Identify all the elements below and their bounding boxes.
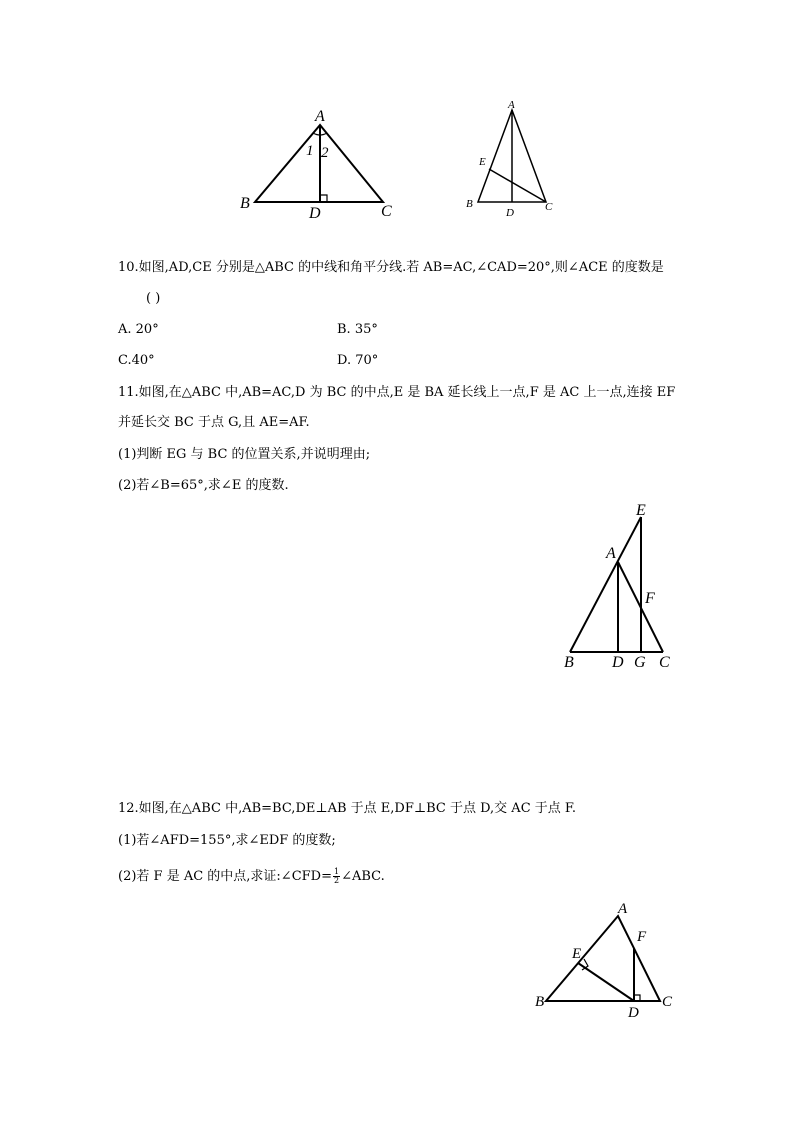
label-E: E — [636, 502, 646, 519]
q11-part2: (2)若∠B=65°,求∠E 的度数. — [118, 478, 289, 493]
q11-line1: 11.如图,在△ABC 中,AB=AC,D 为 BC 的中点,E 是 BA 延长线上一点,F 是 AC 上一点,连接 EF — [118, 385, 676, 400]
q10-option-b: B. 35° — [337, 322, 378, 337]
label-angle-1: 1 — [306, 143, 314, 159]
label-G: G — [634, 654, 646, 671]
fraction-numerator: 1 — [334, 867, 340, 876]
q12-part2-pre: (2)若 F 是 AC 的中点,求证:∠CFD= — [118, 869, 332, 884]
label-B: B — [564, 654, 574, 671]
q10-stem: 10.如图,AD,CE 分别是△ABC 的中线和角平分线.若 AB=AC,∠CAD=20°,则∠ACE 的度数是 — [118, 260, 664, 275]
q12-line1: 12.如图,在△ABC 中,AB=BC,DE⊥AB 于点 E,DF⊥BC 于点 D,交 AC 于点 F. — [118, 801, 577, 816]
q10-option-d: D. 70° — [337, 353, 379, 368]
q10-option-a: A. 20° — [118, 322, 159, 337]
label-A: A — [315, 108, 325, 125]
q11-part1: (1)判断 EG 与 BC 的位置关系,并说明理由; — [118, 447, 371, 462]
fraction-denominator: 2 — [334, 876, 340, 885]
q10-bracket: ( ) — [146, 291, 161, 306]
label-angle-2: 2 — [321, 145, 329, 161]
label-D: D — [309, 205, 321, 222]
label-C: C — [662, 994, 673, 1010]
label-D: D — [506, 207, 514, 219]
label-C: C — [659, 654, 670, 671]
label-D: D — [612, 654, 624, 671]
q11-line2: 并延长交 BC 于点 G,且 AE=AF. — [118, 415, 310, 430]
label-D: D — [628, 1005, 639, 1021]
label-B: B — [240, 195, 250, 212]
label-C: C — [381, 203, 392, 220]
label-A: A — [618, 901, 628, 917]
label-A: A — [508, 99, 515, 111]
label-E: E — [572, 946, 582, 962]
label-C: C — [545, 201, 553, 213]
label-F: F — [637, 929, 647, 945]
q10-option-c: C.40° — [118, 353, 155, 368]
label-F: F — [645, 590, 655, 607]
label-E: E — [479, 156, 486, 168]
label-A: A — [606, 545, 616, 562]
q12-part2-post: ∠ABC. — [341, 869, 385, 884]
label-B: B — [466, 198, 473, 210]
label-B: B — [535, 994, 545, 1010]
q12-part1: (1)若∠AFD=155°,求∠EDF 的度数; — [118, 833, 336, 848]
